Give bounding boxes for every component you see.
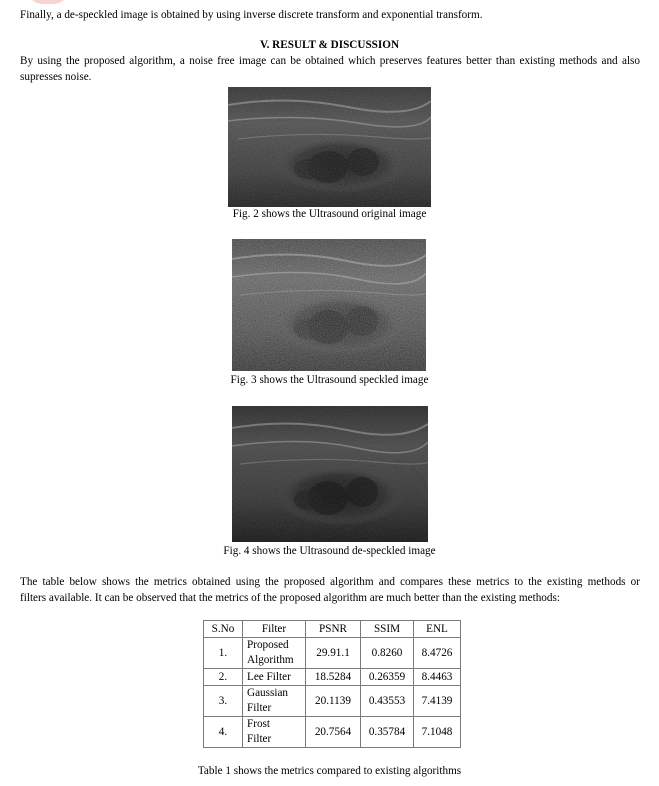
table-row: [204, 638, 461, 669]
table-header: PSNR: [306, 621, 361, 638]
table-cell: 20.1139: [306, 686, 361, 717]
table-cell: 29.91.1: [306, 638, 361, 669]
table-cell: 7.4139: [414, 686, 461, 717]
figure-2-caption: Fig. 2 shows the Ultrasound original image: [232, 208, 427, 220]
table-row: [204, 669, 461, 686]
table-cell: 3.: [204, 686, 243, 717]
filter-name-line: Algorithm: [247, 654, 294, 666]
table-cell: 20.7564: [306, 717, 361, 748]
page-corner-mark: [28, 0, 68, 4]
table-cell: 18.5284: [306, 669, 361, 686]
filter-name-line: Proposed: [247, 639, 289, 651]
paragraph-line: supresses noise.: [20, 71, 92, 83]
table-cell: 0.43553: [361, 686, 414, 717]
filter-name-line: Filter: [247, 702, 272, 714]
table-1-caption: Table 1 shows the metrics compared to existing algorithms: [197, 765, 462, 777]
table-cell: 0.35784: [361, 717, 414, 748]
filter-name-line: Filter: [247, 733, 272, 745]
table-row: [204, 686, 461, 717]
table-header: S.No: [204, 621, 243, 638]
table-cell: 2.: [204, 669, 243, 686]
paragraph-line: filters available. It can be observed that the metrics of the proposed algorithm are much better than the existing methods:: [20, 592, 560, 604]
table-cell: [243, 686, 306, 717]
paragraph-line: The table below shows the metrics obtained using the proposed algorithm and compares these metrics to the existing methods or: [20, 576, 640, 588]
table-cell: 0.26359: [361, 669, 414, 686]
table-header: Filter: [243, 621, 306, 638]
paragraph-line: By using the proposed algorithm, a noise free image can be obtained which preserves features better than existing methods and also: [20, 55, 640, 67]
table-cell: 8.4726: [414, 638, 461, 669]
table-header-row: [204, 621, 461, 638]
filter-name-line: Frost: [247, 718, 271, 730]
figure-4-caption: Fig. 4 shows the Ultrasound de-speckled image: [223, 545, 436, 557]
figure-4-ultrasound-despeckled: [232, 406, 428, 542]
table-header: SSIM: [361, 621, 414, 638]
table-cell: [243, 717, 306, 748]
table-cell: 7.1048: [414, 717, 461, 748]
intro-sentence: Finally, a de-speckled image is obtained by using inverse discrete transform and exponential transform.: [20, 9, 483, 21]
filter-name-line: Gaussian: [247, 687, 289, 699]
table-cell: 0.8260: [361, 638, 414, 669]
metrics-table: [203, 620, 461, 748]
table-row: [204, 717, 461, 748]
table-header: ENL: [414, 621, 461, 638]
figure-2-ultrasound-original: [228, 87, 431, 207]
figure-3-ultrasound-speckled: [232, 239, 426, 371]
figure-3-caption: Fig. 3 shows the Ultrasound speckled image: [230, 374, 429, 386]
table-cell: 4.: [204, 717, 243, 748]
table-cell: Lee Filter: [243, 669, 306, 686]
table-cell: [243, 638, 306, 669]
table-cell: 8.4463: [414, 669, 461, 686]
section-heading: V. RESULT & DISCUSSION: [259, 39, 400, 51]
table-cell: 1.: [204, 638, 243, 669]
